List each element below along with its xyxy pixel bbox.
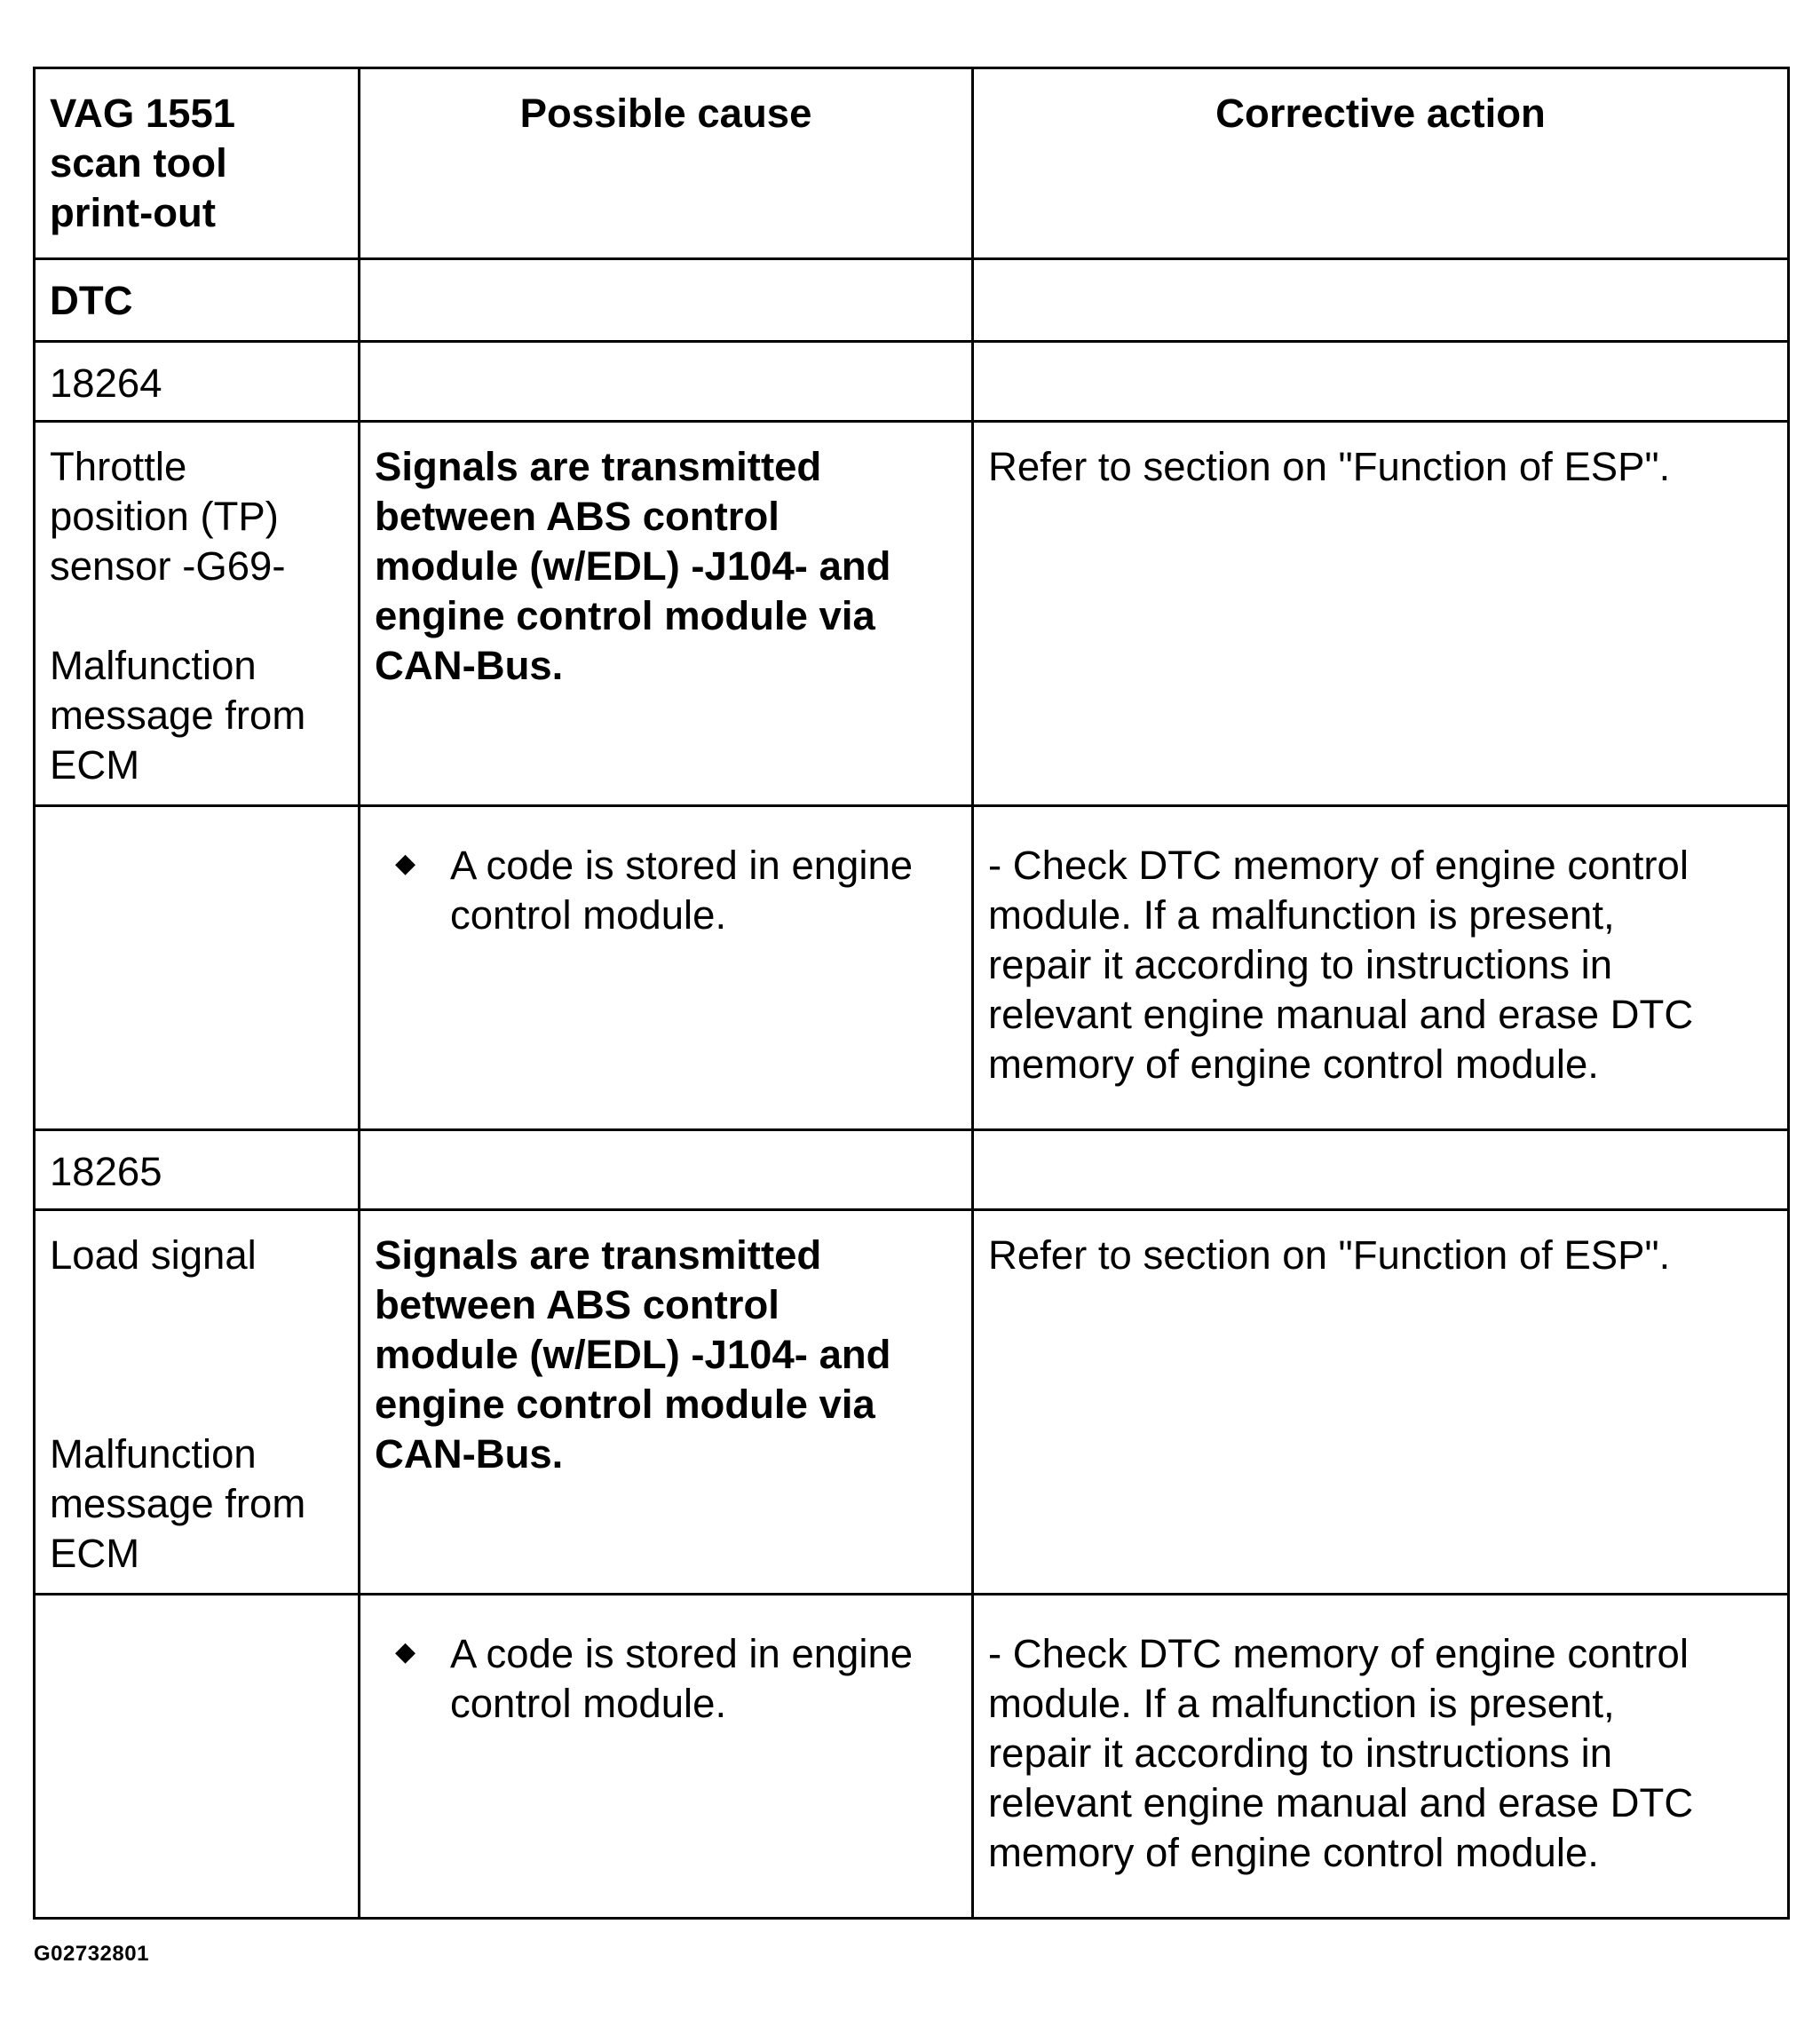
dtc-main-row	[35, 422, 1789, 806]
dtc-label: DTC	[35, 259, 360, 342]
sub-cause-line: A code is stored in engine	[450, 1631, 914, 1676]
action-reference: Refer to section on "Function of ESP".	[988, 444, 1671, 489]
sub-action-cell	[973, 806, 1789, 1130]
empty-cell	[973, 342, 1789, 422]
dtc-main-row	[35, 1210, 1789, 1595]
cause-line: CAN-Bus.	[375, 1431, 564, 1477]
dtc-code: 18264	[35, 342, 360, 422]
dtc-table	[33, 67, 1790, 1920]
cause-line: engine control module via	[375, 593, 875, 638]
sub-cause-line: control module.	[450, 1681, 727, 1726]
component-line: sensor -G69-	[50, 543, 286, 589]
component-line: position (TP)	[50, 494, 279, 539]
cause-line: Signals are transmitted	[375, 1232, 822, 1278]
empty-cell	[35, 1595, 360, 1919]
sub-action-line: - Check DTC memory of engine control	[988, 1631, 1689, 1676]
sub-action-line: module. If a malfunction is present,	[988, 892, 1615, 938]
cause-line: module (w/EDL) -J104- and	[375, 1332, 891, 1377]
header-possible-cause: Possible cause	[360, 68, 973, 259]
dtc-code: 18265	[35, 1130, 360, 1210]
cause-cell	[360, 1210, 973, 1595]
dtc-label-row	[35, 259, 1789, 342]
sub-action-line: repair it according to instructions in	[988, 942, 1613, 987]
component-line: Throttle	[50, 444, 187, 489]
header-line: print-out	[50, 190, 216, 235]
diamond-bullet-icon: ◆	[395, 849, 416, 878]
header-line: scan tool	[50, 140, 227, 186]
sub-cause-line: control module.	[450, 892, 727, 938]
diamond-bullet-icon: ◆	[395, 1637, 416, 1667]
message-line: ECM	[50, 1531, 140, 1576]
cause-line: between ABS control	[375, 1282, 779, 1327]
sub-cause-cell	[360, 806, 973, 1130]
sub-action-line: repair it according to instructions in	[988, 1730, 1613, 1776]
sub-action-line: relevant engine manual and erase DTC	[988, 992, 1694, 1037]
header-scan-tool	[35, 68, 360, 259]
empty-cell	[360, 1130, 973, 1210]
dtc-sub-row	[35, 1595, 1789, 1919]
message-line: message from	[50, 1481, 306, 1526]
cause-line: CAN-Bus.	[375, 643, 564, 688]
header-line: VAG 1551	[50, 91, 236, 136]
cause-cell	[360, 422, 973, 806]
empty-cell	[360, 259, 973, 342]
figure-id: G02732801	[34, 1942, 149, 1966]
sub-cause-line: A code is stored in engine	[450, 843, 914, 888]
cause-line: between ABS control	[375, 494, 779, 539]
dtc-code-row	[35, 342, 1789, 422]
sub-action-line: relevant engine manual and erase DTC	[988, 1780, 1694, 1825]
empty-cell	[973, 259, 1789, 342]
cause-line: Signals are transmitted	[375, 444, 822, 489]
header-corrective-action: Corrective action	[973, 68, 1789, 259]
message-line: Malfunction	[50, 643, 257, 688]
printout-cell	[35, 1210, 360, 1595]
message-line: message from	[50, 693, 306, 738]
dtc-sub-row	[35, 806, 1789, 1130]
sub-cause-cell	[360, 1595, 973, 1919]
dtc-code-row	[35, 1130, 1789, 1210]
action-cell	[973, 1210, 1789, 1595]
cause-line: module (w/EDL) -J104- and	[375, 543, 891, 589]
empty-cell	[35, 806, 360, 1130]
empty-cell	[973, 1130, 1789, 1210]
sub-action-cell	[973, 1595, 1789, 1919]
sub-action-line: - Check DTC memory of engine control	[988, 843, 1689, 888]
printout-cell	[35, 422, 360, 806]
sub-action-line: memory of engine control module.	[988, 1041, 1599, 1087]
empty-cell	[360, 342, 973, 422]
cause-line: engine control module via	[375, 1382, 875, 1427]
action-cell	[973, 422, 1789, 806]
message-line: Malfunction	[50, 1431, 257, 1477]
sub-action-line: memory of engine control module.	[988, 1830, 1599, 1875]
action-reference: Refer to section on "Function of ESP".	[988, 1232, 1671, 1278]
component-line: Load signal	[50, 1232, 257, 1278]
message-line: ECM	[50, 742, 140, 788]
sub-action-line: module. If a malfunction is present,	[988, 1681, 1615, 1726]
header-row	[35, 68, 1789, 259]
